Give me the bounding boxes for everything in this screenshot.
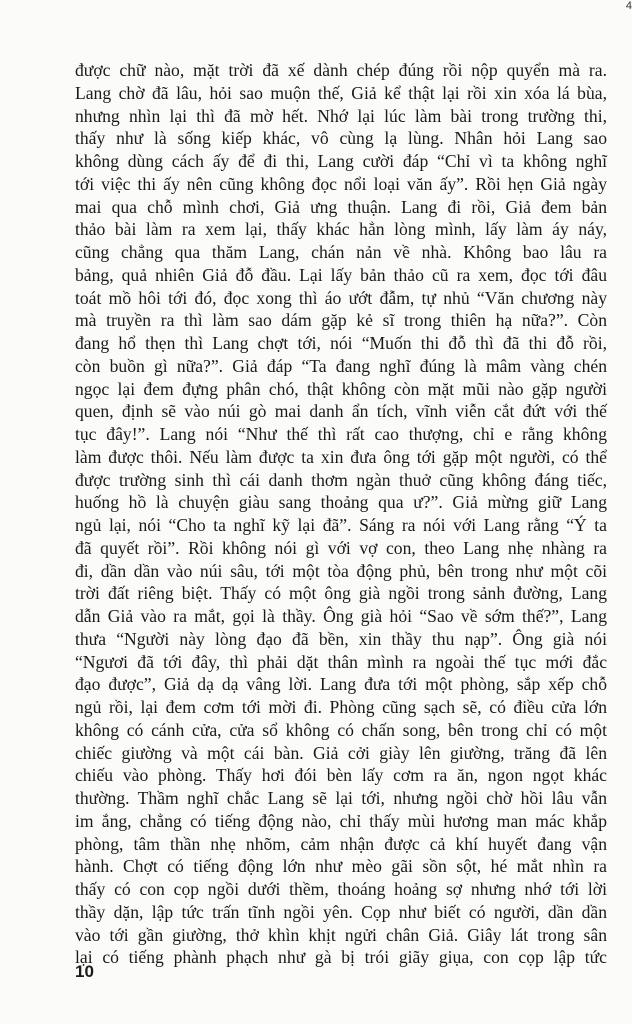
text-line: thưa “Người này lòng đạo đã bền, xin thầy thu nạp”. Ông già nói [75,628,607,649]
text-line: phòng, tâm thần nhẹ nhõm, cảm nhận được cả khí huyết đang vận [75,833,607,854]
text-line: im ắng, chẳng có tiếng động nào, chỉ thấy mùi hương man mác khắp [75,810,607,831]
text-line: ngủ rồi, lại đem cơm tới mời đi. Phòng cũng sạch sẽ, có điều cửa lớn [75,697,607,717]
page-number: 10 [75,962,94,981]
text-line: chiếc giường và một cái bàn. Giả cởi giày lên giường, trăng đã lên [75,742,607,763]
text-line: mai qua chỗ mình chơi, Giả ưng thuận. Lang đi rồi, Giả đem bản [75,196,607,217]
text-line: còn buồn gì nữa?”. Giả đáp “Ta đang nghĩ đúng là mâm vàng chén [75,355,607,376]
text-line: trời đất riêng biệt. Thấy có một ông già ngồi trong sảnh đường, Lang [75,583,607,604]
text-line: ngủ lại, nói “Cho ta nghĩ kỹ lại đã”. Sáng ra nói với Lang rằng “Ý ta [75,515,607,535]
text-line: thầy dặn, lập tức trấn tĩnh ngồi yên. Cọp như biết có người, dần dần [75,901,607,922]
text-line: cũng chẳng qua thăm Lang, chán nản về nhà. Không bao lâu ra [75,242,607,262]
text-line: đi, dần dần vào núi sâu, tới một tòa động phủ, bên trong như một cõi [75,560,607,581]
text-line: tục đây!”. Lang nói “Như thế thì rất cao thượng, chỉ e rằng không [75,424,607,444]
text-line: dẫn Giả vào ra mắt, gọi là thầy. Ông già hỏi “Sao về sớm thế?”, Lang [75,606,608,626]
text-line: bảng, quả nhiên Giả đỗ đầu. Lại lấy bản thảo cũ ra xem, đọc tới đâu [75,264,608,285]
text-line: “Ngươi đã tới đây, thì phải dặt thân mình ra ngoài thế tục mới đắc [75,651,608,672]
corner-mark: 4 [625,0,632,12]
text-line: mà truyền ra thì làm sao dám gặp kẻ sĩ trong thiên hạ nữa?”. Còn [75,310,607,331]
text-line: đang hổ thẹn thì Lang chợt tới, nói “Muốn thi đỗ thì đã thi đỗ rồi, [75,333,607,353]
text-line: thường. Thầm nghĩ chắc Lang sẽ lại tới, nhưng ngồi chờ hồi lâu vẫn [75,788,608,808]
text-line: lại có tiếng phành phạch như gà bị trói giãy giụa, con cọp lập tức [75,947,607,968]
text-line: thấy như là sống kiếp khác, vô cùng lạ lùng. Nhân hỏi Lang sao [75,128,607,149]
text-line: Lang chờ đã lâu, hỏi sao muộn thế, Giả kể thật lại rồi xin xóa lá bùa, [75,82,607,103]
text-line: thấy có con cọp ngồi dưới thềm, thoáng hoảng sợ nhưng nhớ tới lời [75,879,608,899]
text-line: toát mồ hôi tới đó, đọc xong thì áo ướt đẫm, tự nhủ “Văn chương này [75,287,607,308]
text-line: nhưng nhìn lại thì đã mờ hết. Nhớ lại lúc làm bài trong trường thi, [75,105,607,126]
text-line: thảo bài làm ra xem lại, thấy khác hẳn lòng mình, lấy làm áy náy, [75,219,607,240]
text-line: huống hồ là chuyện giàu sang thoảng qua ư?”. Giả mừng giữ Lang [75,492,607,513]
text-line: chiếu vào phòng. Thấy hơi đói bèn lấy cơm ra ăn, ngon ngọt khác [75,765,607,786]
text-line: đã quyết rồi”. Rồi không nói gì với vợ con, theo Lang nhẹ nhàng ra [75,537,607,558]
text-line: không dùng cách ấy để đi thi, Lang cười đáp “Chỉ vì ta không nghĩ [75,151,607,171]
page-body-text [75,59,607,969]
text-line: quen, định sẽ vào núi gò mai danh ẩn tích, vĩnh viễn cắt đứt với thế [75,401,607,422]
text-line: làm được thôi. Nếu làm được ta xin đưa ông tới gặp một người, có thể [75,446,607,467]
text-line: ngọc lại đem đựng phân chó, thật không còn mặt mũi nào gặp người [75,378,607,399]
text-line: vào tới gần giường, thở khìn khịt ngửi chân Giả. Giây lát trong sân [75,924,607,945]
text-line: đạo được”, Giả dạ dạ vâng lời. Lang đưa tới một phòng, sắp xếp chỗ [75,674,607,695]
text-line: hành. Chợt có tiếng động lớn như mèo gãi sồn sột, hé mắt nhìn ra [75,856,607,877]
text-line: được trường sinh thì cái danh thơm ngàn thuở cũng không đáng tiếc, [75,469,607,490]
text-line: được chữ nào, mặt trời đã xế dành chép đúng rồi nộp quyển mà ra. [75,60,607,80]
text-line: không có cánh cửa, cửa sổ không có chấn song, bên trong chỉ có một [75,719,607,740]
text-line: tới việc thi ấy nên cũng không đọc nổi loại văn ấy”. Rồi hẹn Giả ngày [75,173,607,194]
